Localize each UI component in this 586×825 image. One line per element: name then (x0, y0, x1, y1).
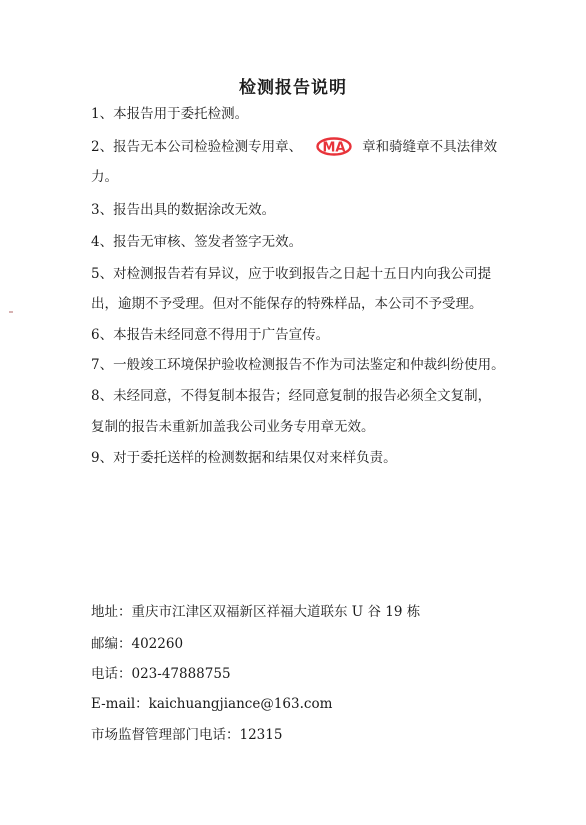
note-item-4: 4、报告无审核、签发者签字无效。 (91, 234, 303, 250)
note-item-6: 6、本报告未经同意不得用于广告宣传。 (91, 327, 330, 343)
note-item-7: 7、一般竣工环境保护验收检测报告不作为司法鉴定和仲裁纠纷使用。 (91, 357, 505, 373)
note-item-2 (91, 138, 531, 156)
note-item-2-continued: 力。 (91, 169, 118, 185)
note-item-2-text-start: 2、报告无本公司检验检测专用章、 (91, 139, 303, 155)
note-item-9: 9、对于委托送样的检测数据和结果仅对来样负责。 (91, 450, 397, 466)
scan-mark (9, 311, 13, 313)
cma-mark-icon (316, 137, 352, 156)
contact-hotline: 市场监督管理部门电话：12315 (91, 727, 283, 743)
contact-phone: 电话：023-47888755 (91, 666, 231, 682)
note-item-2-text-end: 章和骑缝章不具法律效 (362, 139, 498, 155)
note-item-5-continued: 出，逾期不予受理。但对不能保存的特殊样品，本公司不予受理。 (91, 296, 483, 312)
contact-postcode: 邮编：402260 (91, 636, 184, 652)
contact-address: 地址：重庆市江津区双福新区祥福大道联东 U 谷 19 栋 (91, 604, 421, 620)
note-item-5: 5、对检测报告若有异议，应于收到报告之日起十五日内向我公司提 (91, 266, 492, 282)
contact-email: E-mail：kaichuangjiance@163.com (91, 696, 333, 712)
note-item-1: 1、本报告用于委托检测。 (91, 106, 249, 122)
cma-mark-text: MA (322, 140, 346, 155)
document-title: 检测报告说明 (239, 78, 347, 98)
note-item-8-continued: 复制的报告未重新加盖我公司业务专用章无效。 (91, 419, 375, 435)
note-item-3: 3、报告出具的数据涂改无效。 (91, 202, 276, 218)
note-item-8: 8、未经同意，不得复制本报告；经同意复制的报告必须全文复制， (91, 388, 492, 404)
